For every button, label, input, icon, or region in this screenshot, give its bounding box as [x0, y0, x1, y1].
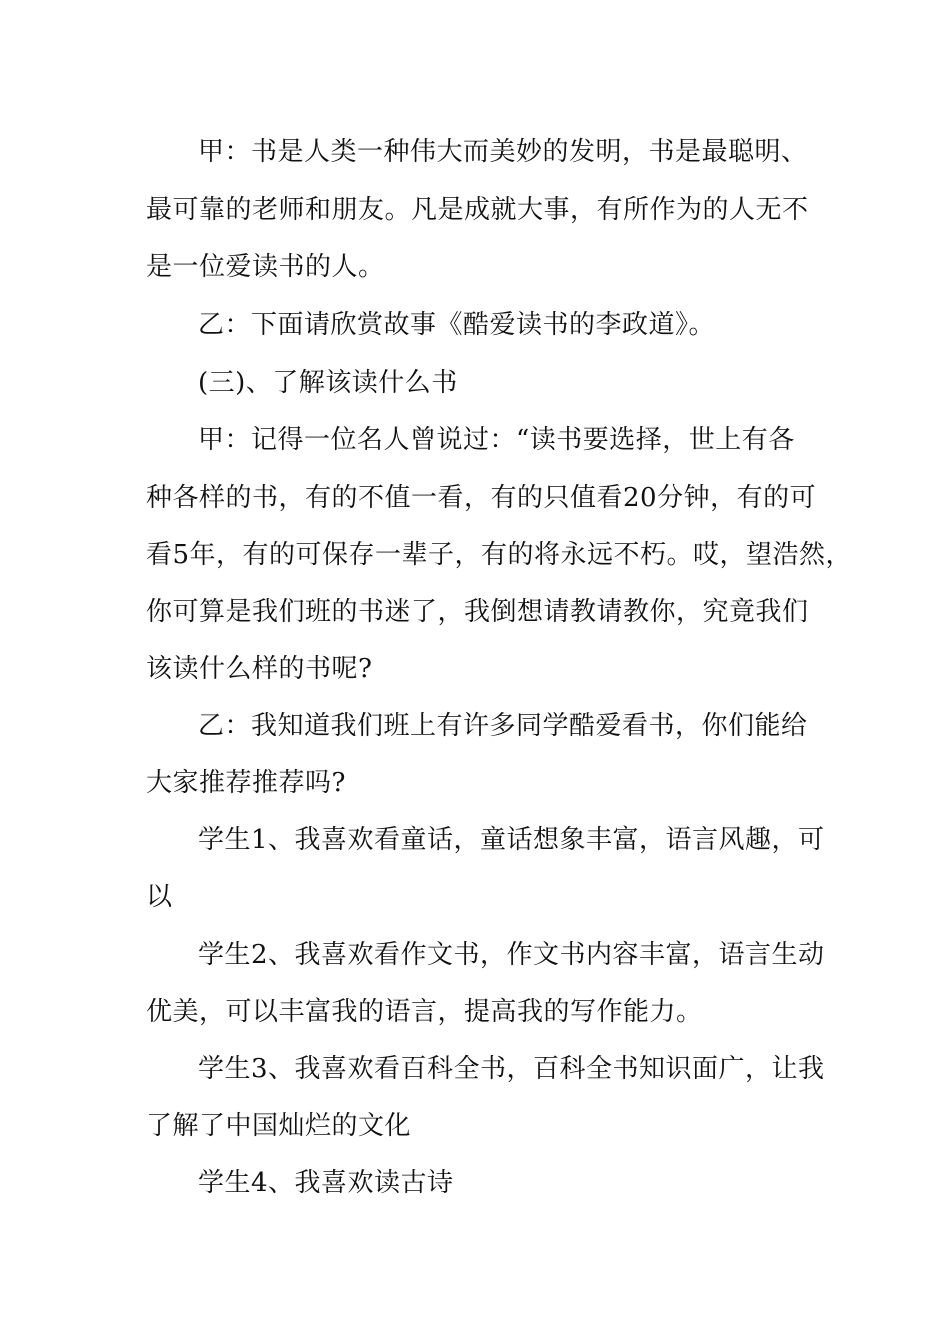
text-line: 看5年，有的可保存一辈子，有的将永远不朽。哎，望浩然，	[146, 540, 853, 570]
text-line: 学生2、我喜欢看作文书，作文书内容丰富，语言生动	[198, 940, 825, 970]
text-line: 乙：下面请欣赏故事《酷爱读书的李政道》。	[198, 310, 716, 340]
text-line: 以	[146, 882, 173, 912]
text-line: 学生4、我喜欢读古诗	[198, 1168, 454, 1198]
text-line: 学生1、我喜欢看童话，童话想象丰富，语言风趣，可	[198, 825, 825, 855]
text-line: 最可靠的老师和朋友。凡是成就大事，有所作为的人无不	[146, 195, 809, 225]
section-heading: (三)、了解该读什么书	[198, 368, 458, 398]
text-line: 乙：我知道我们班上有许多同学酷爱看书，你们能给	[198, 711, 808, 741]
text-line: 大家推荐推荐吗?	[146, 768, 346, 798]
text-line: 了解了中国灿烂的文化	[146, 1111, 412, 1141]
text-line: 甲：书是人类一种伟大而美妙的发明，书是最聪明、	[198, 137, 808, 167]
text-line: 优美，可以丰富我的语言，提高我的写作能力。	[146, 997, 703, 1027]
text-line: 甲：记得一位名人曾说过：“读书要选择，世上有各	[198, 425, 795, 455]
text-line: 种各样的书，有的不值一看，有的只值看20分钟，有的可	[146, 483, 817, 513]
text-line: 学生3、我喜欢看百科全书，百科全书知识面广，让我	[198, 1054, 825, 1084]
text-line: 是一位爱读书的人。	[146, 252, 385, 282]
text-line: 你可算是我们班的书迷了，我倒想请教请教你，究竟我们	[146, 597, 809, 627]
text-line: 该读什么样的书呢?	[146, 654, 373, 684]
